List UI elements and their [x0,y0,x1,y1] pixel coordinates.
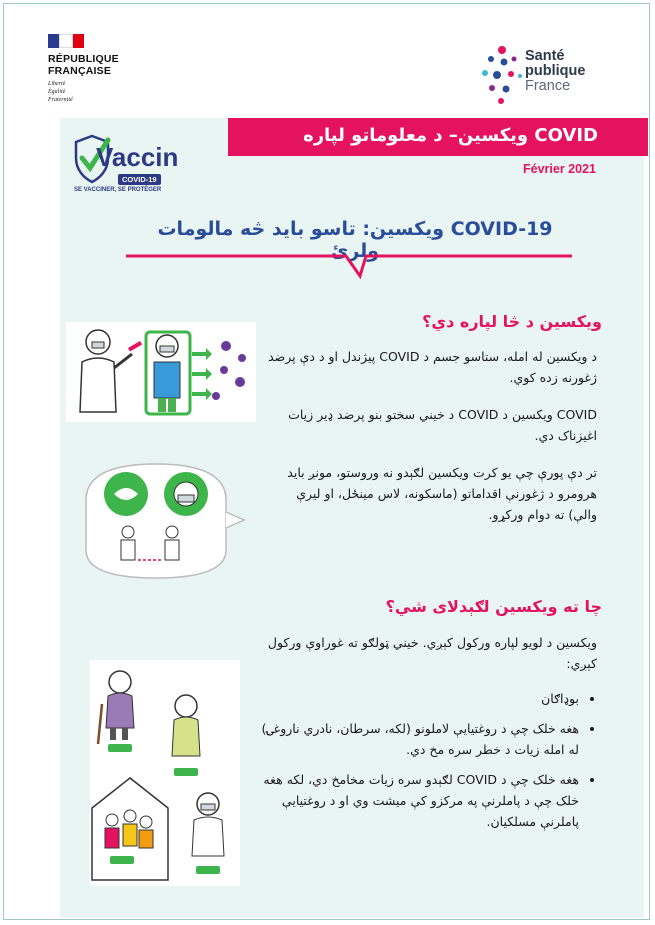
spf-line3: France [525,78,571,94]
vaccin-word: Vaccin [96,142,179,172]
vaccin-tagline: SE VACCINER, SE PROTÉGER [74,187,162,193]
list-item: • هغه خلک چې د COVID لګېدو سره زیات مخامخ دي، لکه هغه خلک چې د پاملرنې په مرکزو کې میشت وي او د روغتیایې پاملرنې مسلکیان. [249,769,579,832]
title-underline-icon [120,248,580,280]
spf-line1: Santé [525,48,565,64]
vaccin-covid-logo [70,134,180,196]
republique-francaise-logo [48,34,158,104]
covid-badge: COVID-19 [118,174,161,185]
republic-line1: RÉPUBLIQUE [48,53,119,65]
main-title: COVID-19 ویکسین: تاسو باید څه مالومات ولرئ [157,218,553,262]
spf-dots-icon [482,45,524,107]
motto-line: Égalité [48,89,66,95]
section1-paragraph: د ویکسین له امله، ستاسو جسم د COVID پیژندل او د دې پرضد ژغورنه زده کوي. [268,349,597,385]
section1-paragraph: COVID ویکسین د COVID د خیني سختو بنو پرضد ډیر زیات اغیزناک دي. [288,407,597,443]
section1-heading: ویکسین د څا لپاره دي؟ [422,312,602,331]
publication-date: Février 2021 [523,162,596,176]
section1-paragraph: تر دې پورې چې یو کرت ویکسین لګېدو نه وروستو، مونږ باید هرومرو د ژغورنې اقداماتو (ماسکونه، لاس مینځل، او لیرې والې) ته دوام ورکړو. [287,465,597,522]
priority-groups-list [249,688,597,841]
priority-groups-illustration [90,660,240,886]
barrier-gestures-illustration [76,460,246,582]
motto-line: Fraternité [48,97,73,103]
sante-publique-france-logo [482,45,612,110]
section2-heading: چا ته ویکسین لګېدلای شي؟ [385,597,602,616]
french-flag-icon [48,34,84,48]
motto-line: Liberté [48,81,66,87]
vaccination-illustration [66,322,256,422]
section2-intro: ویکسین د لویو لپاره ورکول کېږي. خیني ټولګو ته غوراوې ورکول کېږي: [267,635,597,671]
list-item: • بوډاګان [249,688,579,709]
spf-line2: publique [525,63,586,79]
list-item: • هغه خلک چې د روغتیایې لاملونو (لکه، سرطان، نادري ناروغۍ) له امله زیات د خطر سره مخ دي. [249,718,579,760]
republic-line2: FRANÇAISE [48,65,112,77]
title-banner: COVID ویکسین– د معلوماتو لپاره [228,118,648,156]
